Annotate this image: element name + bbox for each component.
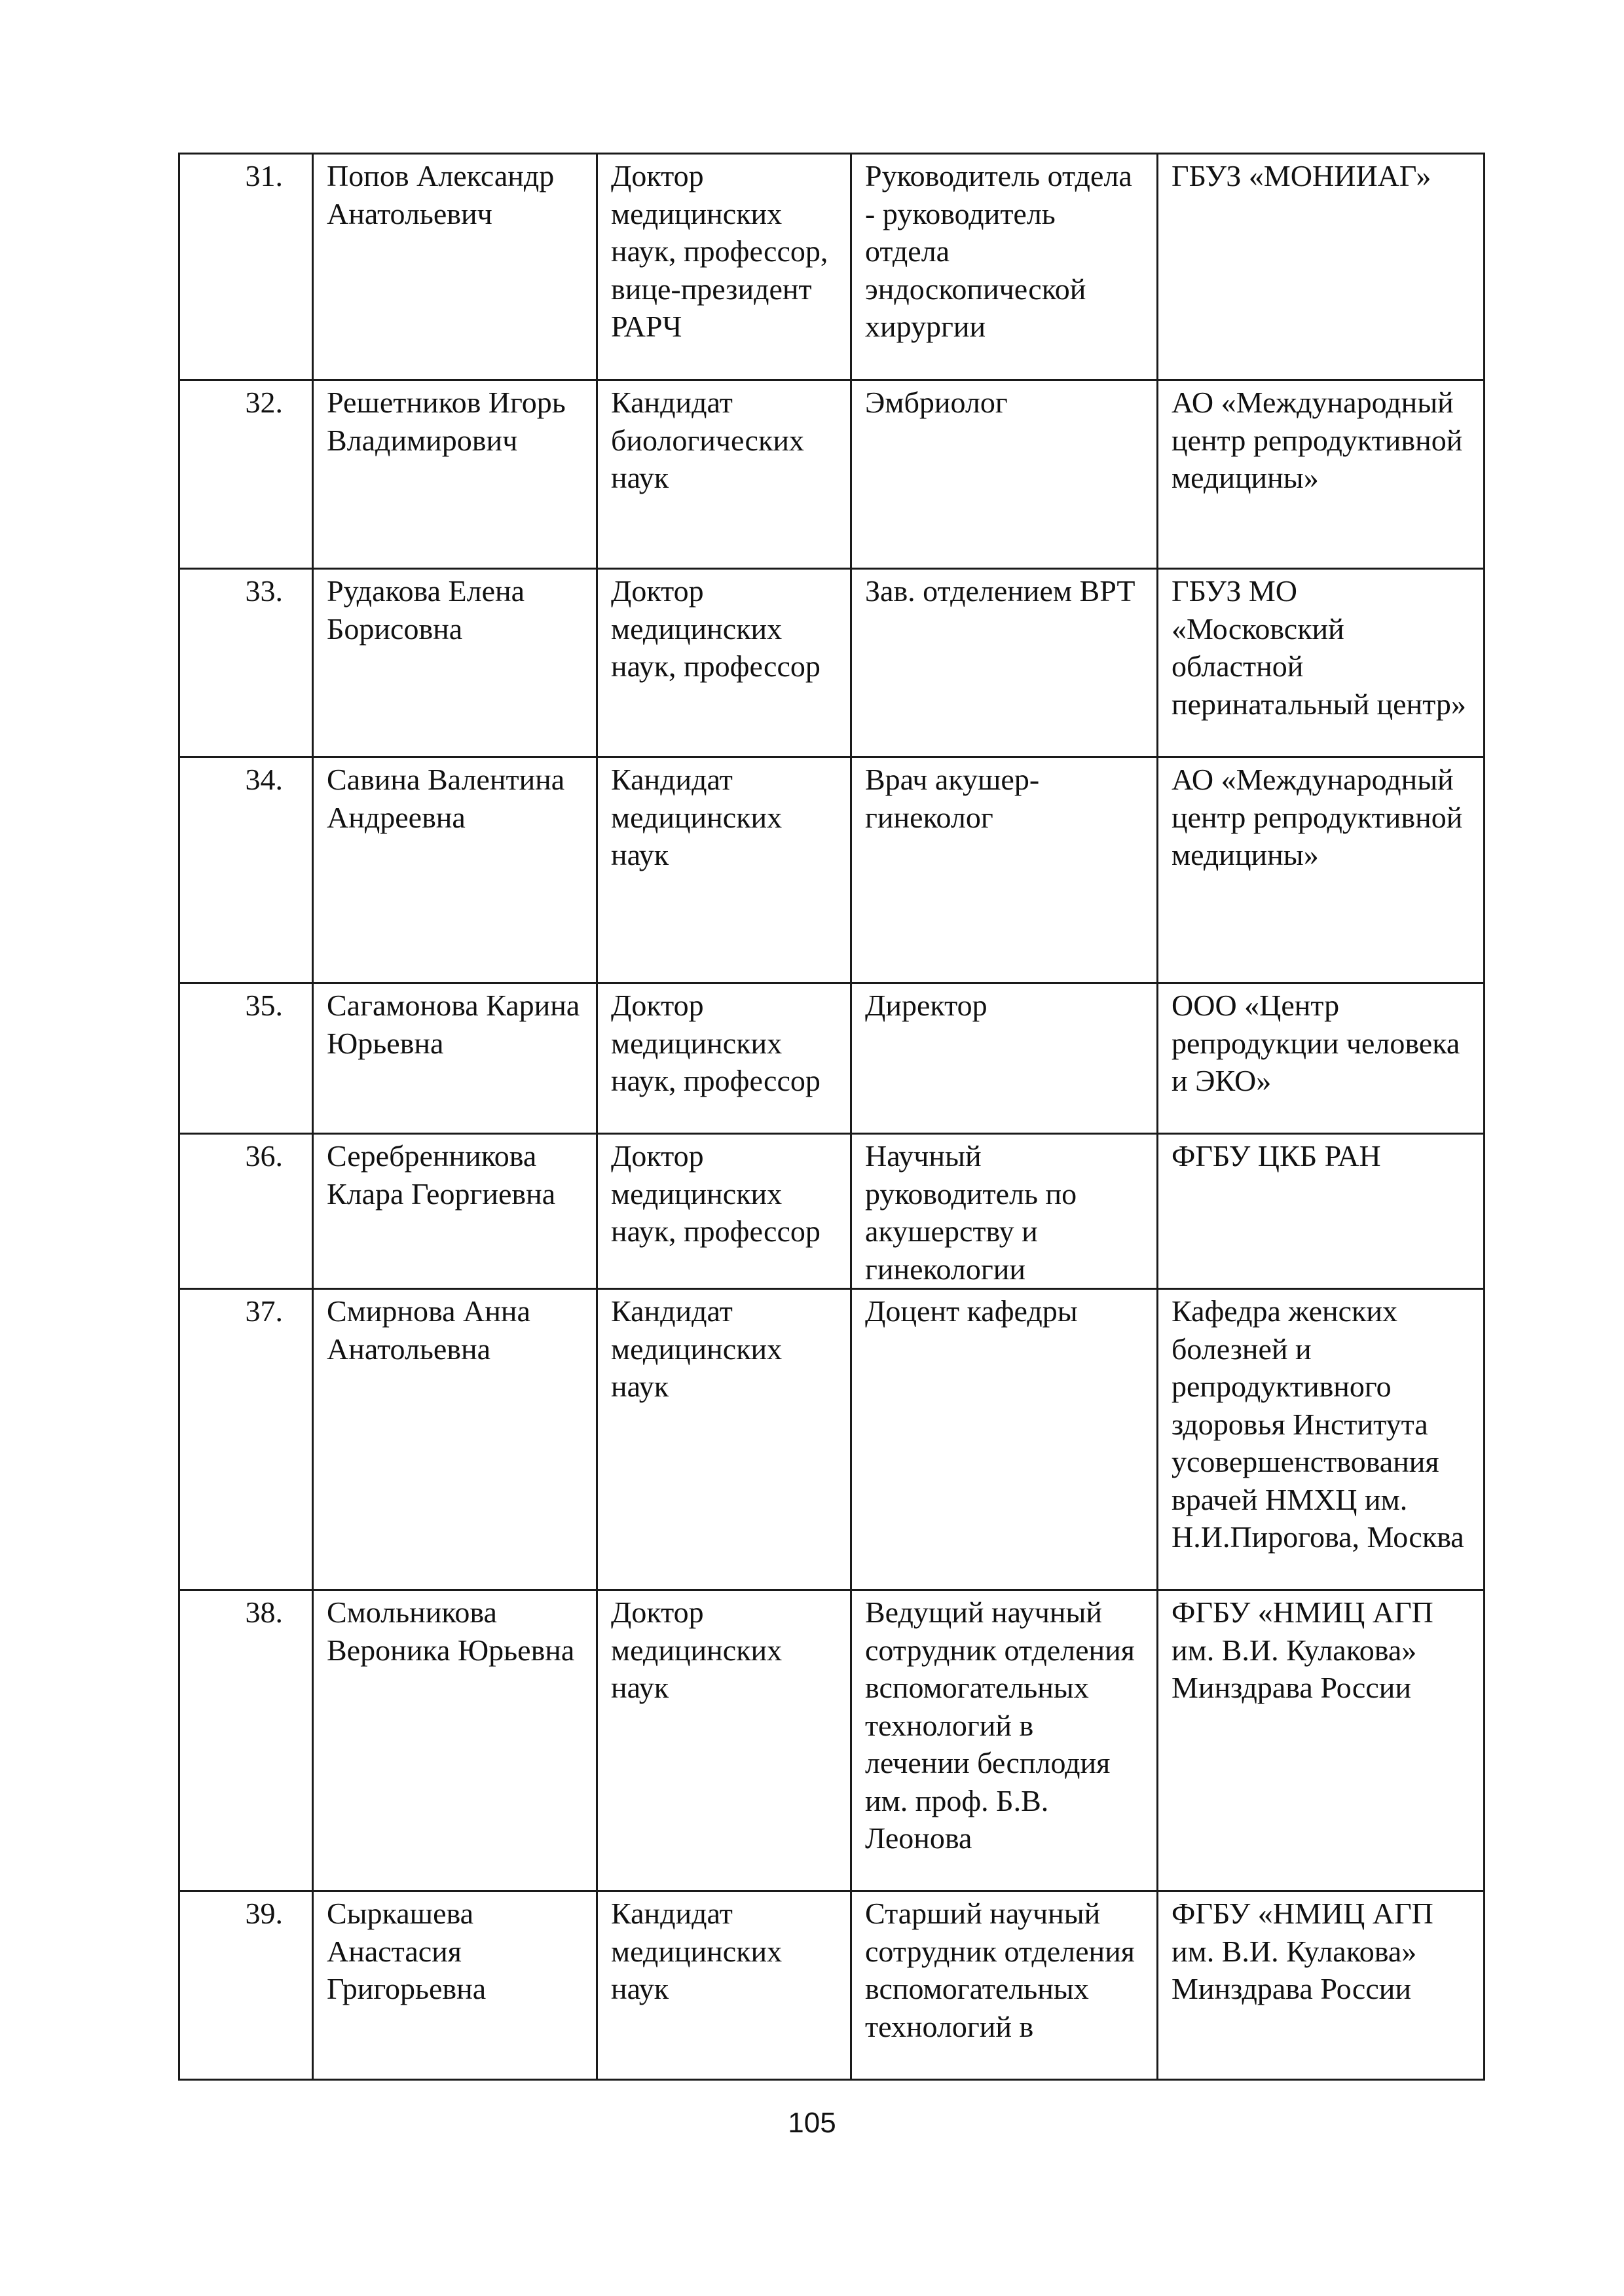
- organization: ООО «Центр репродукции человека и ЭКО»: [1158, 983, 1485, 1134]
- organization: ГБУЗ «МОНИИАГ»: [1158, 154, 1485, 380]
- table-row: [179, 1590, 1485, 1891]
- table-row: [179, 1289, 1485, 1590]
- row-number: 39.: [179, 1891, 313, 2080]
- row-number: 36.: [179, 1134, 313, 1289]
- job-position: Доцент кафедры: [851, 1289, 1158, 1590]
- table-row: [179, 1891, 1485, 2080]
- job-position: Эмбриолог: [851, 380, 1158, 569]
- table-row: [179, 1134, 1485, 1289]
- academic-degree: Доктор медицинских наук: [597, 1590, 851, 1891]
- row-number: 33.: [179, 569, 313, 757]
- person-name: Сыркашева Анастасия Григорьевна: [313, 1891, 597, 2080]
- row-number: 37.: [179, 1289, 313, 1590]
- person-name: Смирнова Анна Анатольевна: [313, 1289, 597, 1590]
- organization: Кафедра женских болезней и репродуктивного здоровья Института усовершенствования врачей НМХЦ им. Н.И.Пирогова, Москва: [1158, 1289, 1485, 1590]
- organization: АО «Международный центр репродуктивной медицины»: [1158, 757, 1485, 983]
- page-number: 105: [788, 2107, 836, 2139]
- job-position: Зав. отделением ВРТ: [851, 569, 1158, 757]
- academic-degree: Кандидат медицинских наук: [597, 1891, 851, 2080]
- job-position: Научный руководитель по акушерству и гинекологии: [851, 1134, 1158, 1289]
- academic-degree: Кандидат биологических наук: [597, 380, 851, 569]
- person-name: Сагамонова Карина Юрьевна: [313, 983, 597, 1134]
- person-name: Савина Валентина Андреевна: [313, 757, 597, 983]
- academic-degree: Кандидат медицинских наук: [597, 757, 851, 983]
- organization: ФГБУ «НМИЦ АГП им. В.И. Кулакова» Минздрава России: [1158, 1590, 1485, 1891]
- row-number: 34.: [179, 757, 313, 983]
- person-name: Рудакова Елена Борисовна: [313, 569, 597, 757]
- row-number: 35.: [179, 983, 313, 1134]
- table-row: [179, 154, 1485, 380]
- job-position: Старший научный сотрудник отделения вспомогательных технологий в: [851, 1891, 1158, 2080]
- row-number: 38.: [179, 1590, 313, 1891]
- row-number: 31.: [179, 154, 313, 380]
- academic-degree: Кандидат медицинских наук: [597, 1289, 851, 1590]
- person-name: Смольникова Вероника Юрьевна: [313, 1590, 597, 1891]
- academic-degree: Доктор медицинских наук, профессор: [597, 1134, 851, 1289]
- staff-table: [178, 153, 1485, 2081]
- academic-degree: Доктор медицинских наук, профессор, вице-президент РАРЧ: [597, 154, 851, 380]
- table-row: [179, 380, 1485, 569]
- job-position: Ведущий научный сотрудник отделения вспомогательных технологий в лечении бесплодия им. проф. Б.В. Леонова: [851, 1590, 1158, 1891]
- table-row: [179, 983, 1485, 1134]
- job-position: Руководитель отдела - руководитель отдела эндоскопической хирургии: [851, 154, 1158, 380]
- organization: АО «Международный центр репродуктивной медицины»: [1158, 380, 1485, 569]
- organization: ФГБУ ЦКБ РАН: [1158, 1134, 1485, 1289]
- academic-degree: Доктор медицинских наук, профессор: [597, 983, 851, 1134]
- table-row: [179, 757, 1485, 983]
- row-number: 32.: [179, 380, 313, 569]
- person-name: Попов Александр Анатольевич: [313, 154, 597, 380]
- organization: ГБУЗ МО «Московский областной перинатальный центр»: [1158, 569, 1485, 757]
- person-name: Решетников Игорь Владимирович: [313, 380, 597, 569]
- job-position: Директор: [851, 983, 1158, 1134]
- table-row: [179, 569, 1485, 757]
- academic-degree: Доктор медицинских наук, профессор: [597, 569, 851, 757]
- job-position: Врач акушер-гинеколог: [851, 757, 1158, 983]
- person-name: Серебренникова Клара Георгиевна: [313, 1134, 597, 1289]
- organization: ФГБУ «НМИЦ АГП им. В.И. Кулакова» Минздрава России: [1158, 1891, 1485, 2080]
